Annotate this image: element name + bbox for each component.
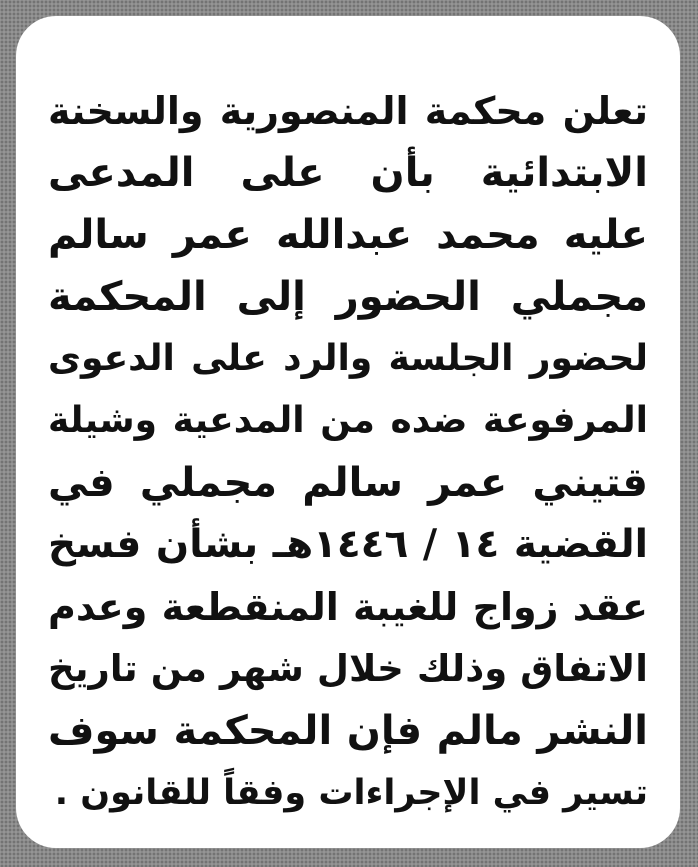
notice-line-4: مجملي الحضور إلى المحكمة (48, 274, 648, 320)
notice-line-2: الابتدائية بأن على المدعى (48, 150, 648, 196)
notice-line-10: الاتفاق وذلك خلال شهر من تاريخ (48, 647, 648, 690)
notice-card (16, 16, 680, 848)
notice-line-5: لحضور الجلسة والرد على الدعوى (48, 338, 648, 379)
notice-line-6: المرفوعة ضده من المدعية وشيلة (48, 400, 648, 441)
notice-line-7: قتيني عمر سالم مجملي في (48, 460, 648, 506)
notice-line-11: النشر مالم فإن المحكمة سوف (48, 708, 648, 754)
notice-line-12: تسير في الإجراءات وفقاً للقانون . (54, 773, 648, 813)
notice-line-9: عقد زواج للغيبة المنقطعة وعدم (48, 585, 648, 629)
notice-line-1: تعلن محكمة المنصورية والسخنة (48, 89, 648, 133)
notice-line-8: القضية ١٤ / ١٤٤٦هـ بشأن فسخ (48, 522, 648, 567)
notice-text (48, 80, 648, 824)
notice-line-3: عليه محمد عبدالله عمر سالم (48, 212, 648, 258)
